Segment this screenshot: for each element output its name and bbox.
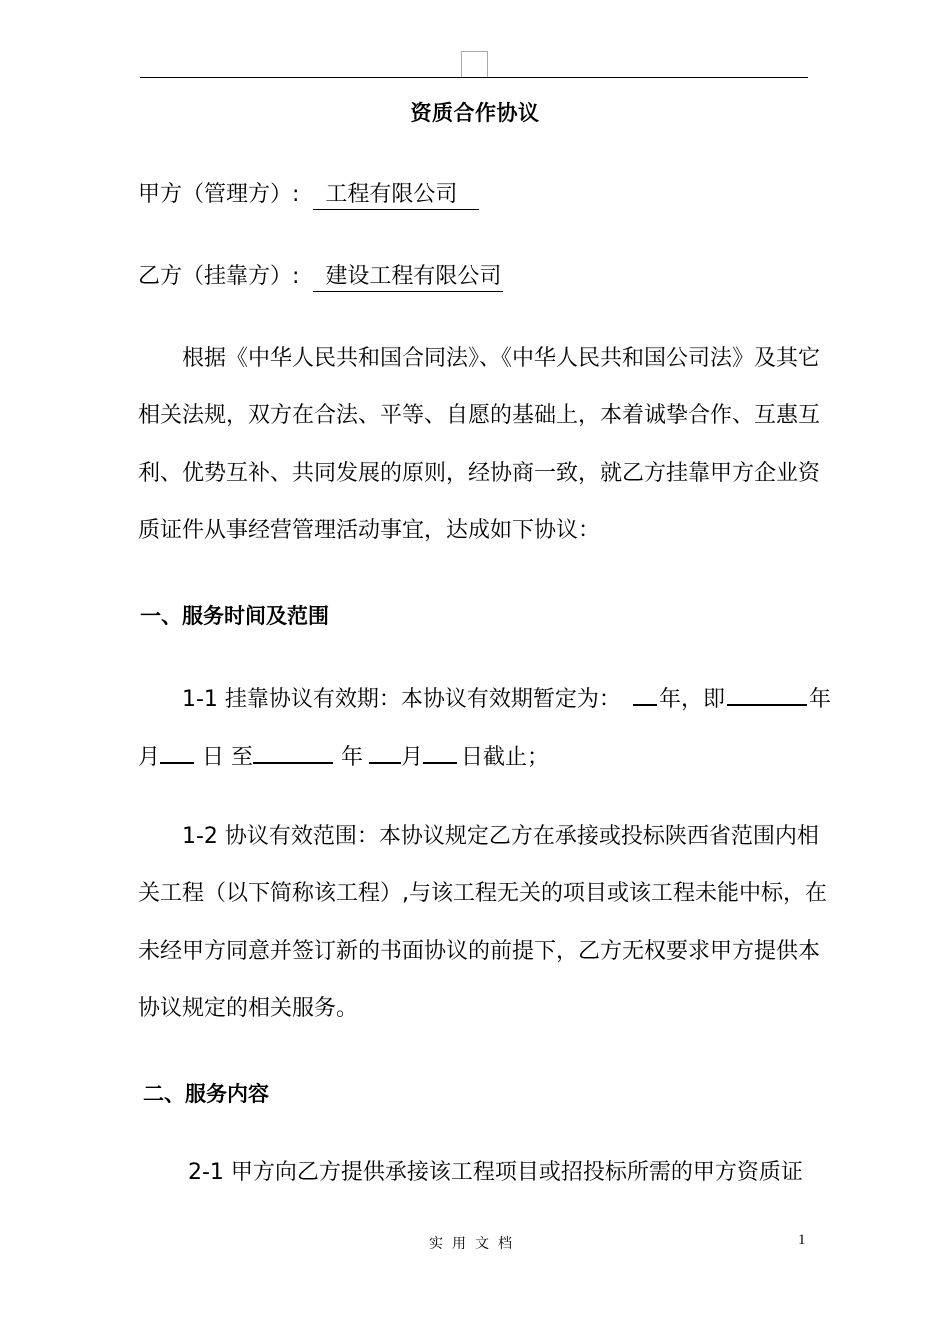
clause-1-1-text-b: 年，即 [658,687,725,712]
end-year-label: 年 [341,745,364,770]
intro-line-4: 质证件从事经营管理活动事宜，达成如下协议： [138,518,601,543]
start-year-blank [727,682,807,706]
footer-label: 实用文档 [429,1236,521,1252]
clause-1-2-line-3: 未经甲方同意并签订新的书面协议的前提下，乙方无权要求甲方提供本 [138,939,821,964]
start-month-blank [160,740,194,764]
party-b-value: 建设工程有限公司 [313,263,503,292]
intro-line-3: 利、优势互补、共同发展的原则，经协商一致，就乙方挂靠甲方企业资 [138,461,821,486]
end-day-blank [423,740,457,764]
intro-line-1: 根据《中华人民共和国合同法》、《中华人民共和国公司法》及其它 [182,346,821,371]
clause-1-1-line-1 [182,682,831,715]
end-month-gap [369,740,401,764]
document-title: 资质合作协议 [410,101,540,125]
party-a-line [138,180,479,210]
clause-1-1-year-label: 年 [808,687,831,712]
end-month-label: 月 [401,745,424,770]
header-box [461,51,488,77]
section-1-heading: 一、服务时间及范围 [140,604,329,628]
clause-1-2-line-4: 协议规定的相关服务。 [138,996,359,1021]
clause-2-1-line-1: 2-1 甲方向乙方提供承接该工程项目或招投标所需的甲方资质证 [188,1160,803,1185]
party-a-value: 工程有限公司 [313,181,479,210]
clause-1-2-line-2: 关工程（以下简称该工程）,与该工程无关的项目或该工程未能中标，在 [138,881,827,906]
year-count-blank [633,682,657,706]
page-number: 1 [798,1232,806,1248]
header-rule [140,77,808,78]
start-day-label: 日 至 [202,745,254,770]
party-b-line [138,262,503,292]
end-year-blank [253,740,333,764]
clause-1-1-line-2 [138,740,549,773]
intro-line-2: 相关法规，双方在合法、平等、自愿的基础上，本着诚挚合作、互惠互 [138,403,821,428]
clause-1-2-line-1: 1-2 协议有效范围：本协议规定乙方在承接或投标陕西省范围内相 [182,824,819,849]
end-day-label: 日截止； [461,745,550,770]
start-month-label: 月 [138,745,161,770]
party-b-label: 乙方（挂靠方）: [138,264,300,289]
party-a-label: 甲方（管理方）: [138,182,300,207]
section-2-heading: 二、服务内容 [143,1082,269,1106]
clause-1-1-text: 1-1 挂靠协议有效期：本协议有效期暂定为： [182,687,621,712]
